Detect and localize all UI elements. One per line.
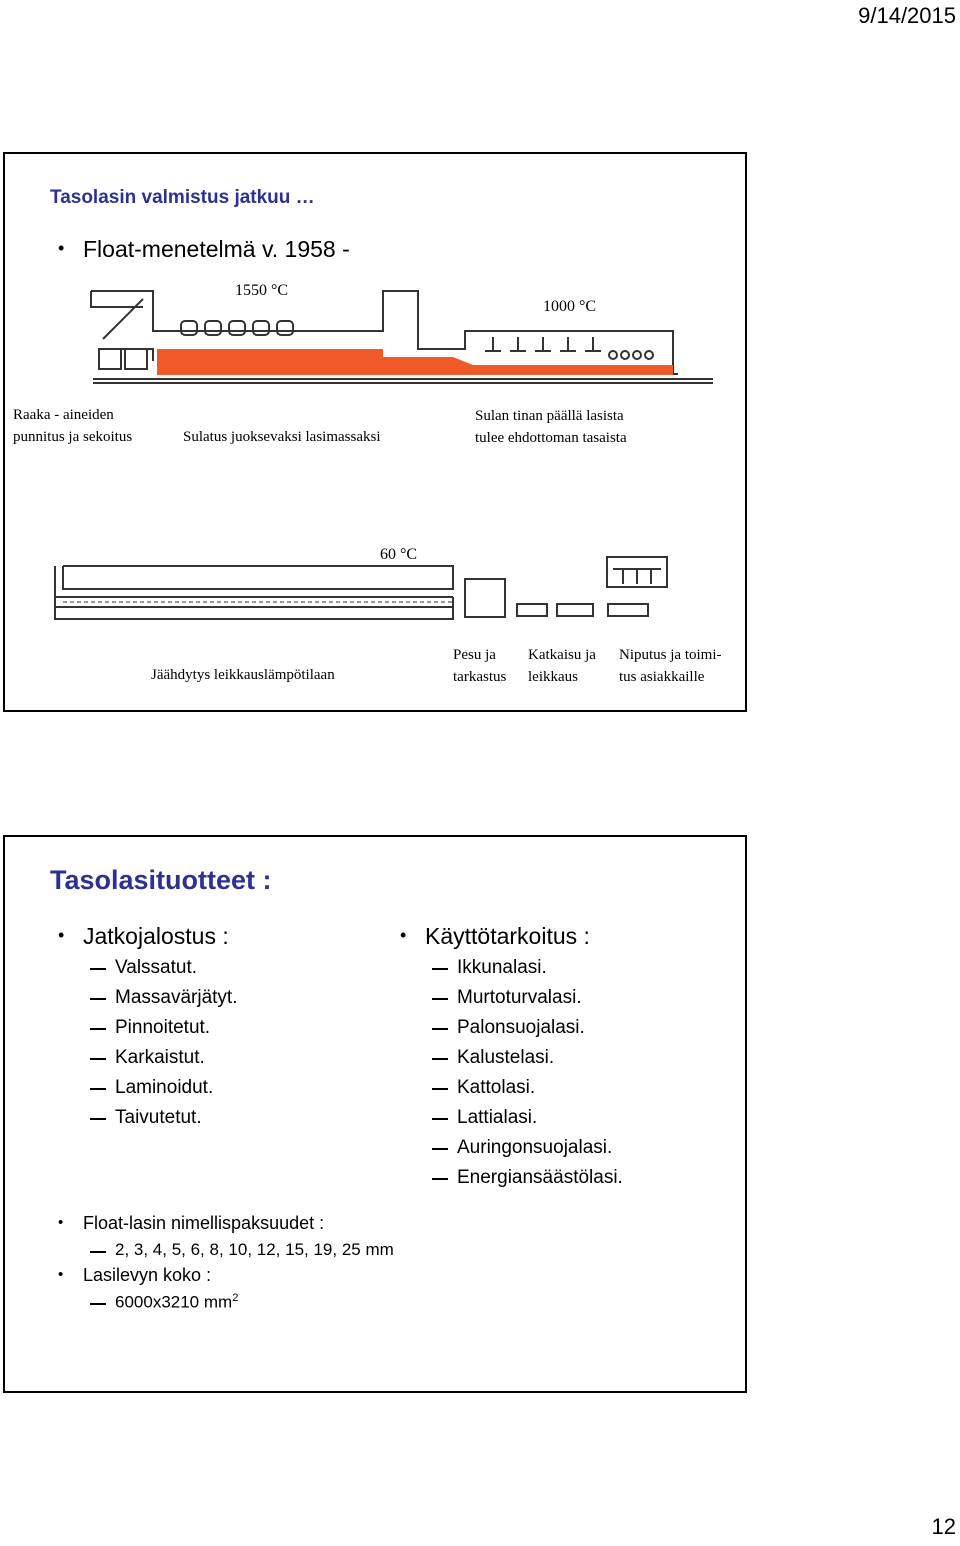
dash-icon <box>90 998 106 1000</box>
label-raw-materials-2: punnitus ja sekoitus <box>13 429 133 445</box>
label-cutting-2: leikkaus <box>528 669 578 685</box>
bullet-float-method <box>58 236 350 263</box>
tin-bath-rollers <box>485 337 653 359</box>
dash-icon <box>90 1118 106 1120</box>
bullet-text: Lasilevyn koko : <box>83 1265 212 1285</box>
bullet-processing <box>58 923 229 950</box>
dash-icon <box>90 968 106 970</box>
bullet-icon: • <box>58 925 65 945</box>
bullet-usage <box>400 923 590 950</box>
list-item: Karkaistut. <box>115 1047 205 1069</box>
temp-1550: 1550 °C <box>235 282 289 299</box>
bullet-text: Float-lasin nimellispaksuudet : <box>83 1213 325 1233</box>
bullet-text: Käyttötarkoitus : <box>425 923 590 949</box>
dash-icon <box>432 968 448 970</box>
dash-icon <box>432 1028 448 1030</box>
label-packing-1: Niputus ja toimi- <box>619 647 722 663</box>
dash-icon <box>432 998 448 1000</box>
label-cutting-1: Katkaisu ja <box>528 647 596 663</box>
furnace-burners <box>181 321 293 335</box>
dash-icon <box>90 1303 106 1305</box>
list-item: Palonsuojalasi. <box>457 1017 585 1039</box>
dash-icon <box>90 1058 106 1060</box>
bullet-text: Jatkojalostus : <box>83 923 229 949</box>
date: 9/14/2015 <box>858 3 956 28</box>
label-wash-2: tarkastus <box>453 669 507 685</box>
temp-60: 60 °C <box>380 546 418 563</box>
sheet-size-value: 6000x3210 $mm^2$ <box>115 1292 238 1313</box>
dash-icon <box>432 1058 448 1060</box>
dash-icon <box>90 1088 106 1090</box>
list-item: Kalustelasi. <box>457 1047 554 1069</box>
list-item: Taivutetut. <box>115 1107 202 1129</box>
label-tin-bath-2: tulee ehdottoman tasaista <box>475 430 627 446</box>
list-item: Kattolasi. <box>457 1077 535 1099</box>
list-item: Massavärjätyt. <box>115 987 237 1009</box>
list-item: Murtoturvalasi. <box>457 987 582 1009</box>
list-item: Ikkunalasi. <box>457 957 547 979</box>
bullet-sheet-size <box>58 1265 212 1286</box>
bullet-icon: • <box>400 925 407 945</box>
label-raw-materials-1: Raaka - aineiden <box>13 407 114 423</box>
list-item: Auringonsuojalasi. <box>457 1137 612 1159</box>
float-process-diagram <box>13 279 745 709</box>
bullet-text: Float-menetelmä v. 1958 - <box>83 236 350 262</box>
bullet-icon: • <box>58 238 65 258</box>
list-item: Energiansäästölasi. <box>457 1167 623 1189</box>
dash-icon <box>432 1118 448 1120</box>
bullet-thickness <box>58 1213 325 1234</box>
thickness-values: 2, 3, 4, 5, 6, 8, 10, 12, 15, 19, 25 mm <box>115 1240 394 1260</box>
label-tin-bath-1: Sulan tinan päällä lasista <box>475 408 624 424</box>
list-item: Laminoidut. <box>115 1077 213 1099</box>
slide-title: Tasolasituotteet : <box>50 865 272 895</box>
dash-icon <box>90 1251 106 1253</box>
dash-icon <box>90 1028 106 1030</box>
label-melting: Sulatus juoksevaksi lasimassaksi <box>183 429 381 445</box>
dash-icon <box>432 1088 448 1090</box>
slide-float-process <box>3 152 747 712</box>
slide-title: Tasolasin valmistus jatkuu … <box>50 187 315 208</box>
page-number: 12 <box>931 1514 956 1539</box>
bullet-icon: • <box>58 1214 64 1231</box>
superscript: 2 <box>232 1292 239 1304</box>
slide-products <box>3 835 747 1393</box>
dash-icon <box>432 1178 448 1180</box>
list-item: Pinnoitetut. <box>115 1017 210 1039</box>
dash-icon <box>432 1148 448 1150</box>
label-wash-1: Pesu ja <box>453 647 496 663</box>
label-cooling: Jäähdytys leikkauslämpötilaan <box>151 667 335 683</box>
temp-1000: 1000 °C <box>543 298 597 315</box>
label-packing-2: tus asiakkaille <box>619 669 705 685</box>
molten-glass <box>157 349 673 375</box>
list-item: Lattialasi. <box>457 1107 537 1129</box>
annealing-lehr <box>55 557 667 619</box>
list-item: Valssatut. <box>115 957 197 979</box>
bullet-icon: • <box>58 1266 64 1283</box>
